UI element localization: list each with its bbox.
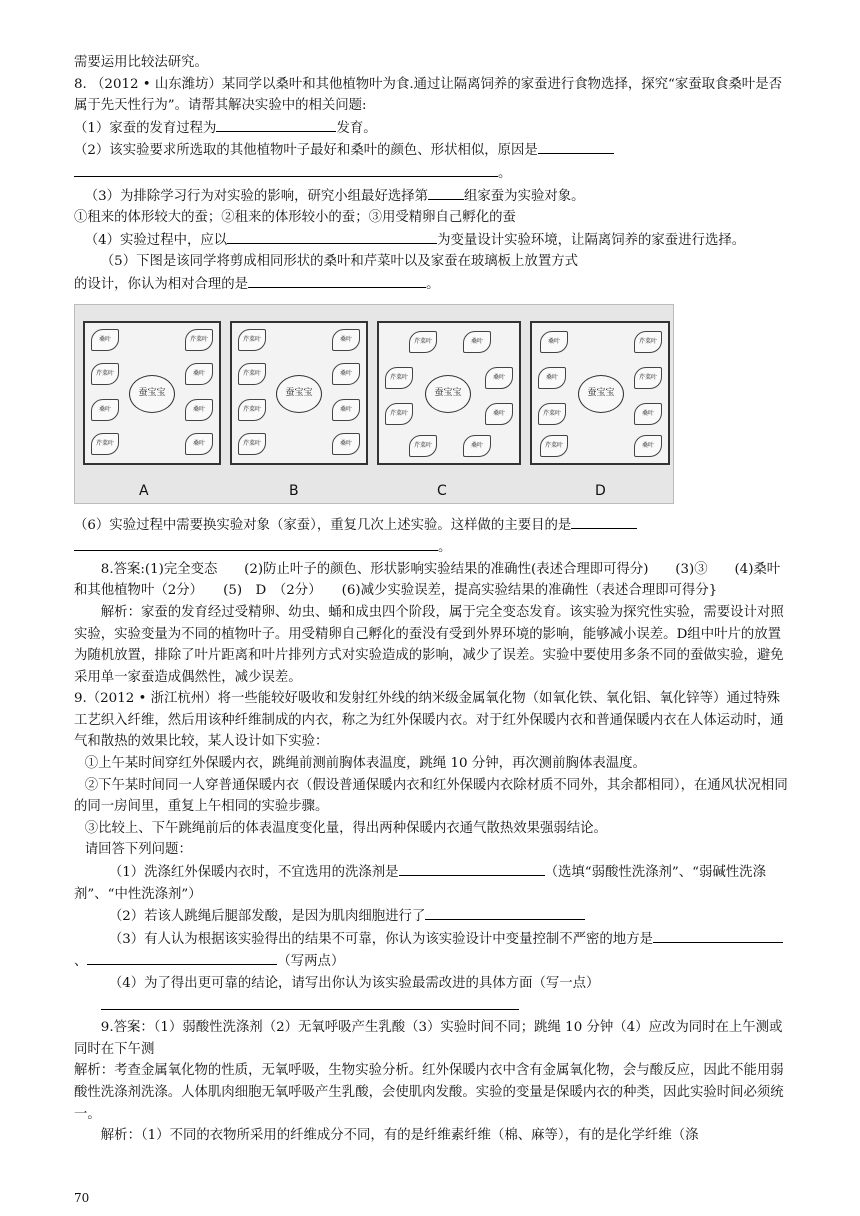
figure-label-d: D [595, 482, 606, 499]
leaf: 桑叶 [185, 363, 213, 385]
leaf: 桑叶 [332, 363, 360, 385]
leaf: 芹菜叶 [91, 363, 119, 385]
answer-blank[interactable] [87, 950, 277, 965]
question-9-3: （3）有人认为根据该实验得出的结果不可靠，你认为该实验设计中变量控制不严密的地方是、 （写两点） [74, 928, 789, 973]
design-d-box [530, 321, 670, 465]
leaf: 芹菜叶 [540, 435, 568, 457]
answer-blank[interactable] [425, 905, 585, 920]
leaf: 桑叶 [463, 331, 491, 353]
silkworm-label: 蚕宝宝 [129, 375, 175, 413]
leaf: 芹菜叶 [634, 331, 662, 353]
answer-blank[interactable] [571, 514, 637, 529]
leaf: 芹菜叶 [409, 435, 437, 457]
figure-label-b: B [289, 482, 299, 499]
leaf: 桑叶 [634, 403, 662, 425]
leaf: 桑叶 [332, 433, 360, 455]
leaf: 芹菜叶 [409, 331, 437, 353]
question-8-5: （5）下图是该同学将剪成相同形状的桑叶和芹菜叶以及家蚕在玻璃板上放置方式 [100, 254, 578, 270]
leaf: 桑叶 [332, 329, 360, 351]
question-8-2: （2）该实验要求所选取的其他植物叶子最好和桑叶的颜色、形状相似，原因是 [74, 139, 789, 162]
answer-blank[interactable] [74, 536, 438, 551]
answer-blank[interactable] [428, 185, 464, 200]
leaf: 桑叶 [540, 331, 568, 353]
question-9-4: （4）为了得出更可靠的结论，请写出你认为该实验最需改进的具体方面（写一点） [108, 976, 600, 991]
leaf: 芹菜叶 [185, 329, 213, 351]
leaf: 桑叶 [91, 399, 119, 421]
answer-blank[interactable] [216, 117, 336, 132]
leaf: 桑叶 [463, 435, 491, 457]
explanation-8: 解析：家蚕的发育经过受精卵、幼虫、蛹和成虫四个阶段，属于完全变态发育。该实验为探究性实验，需要设计对照实验，实验变量为不同的植物叶子。用受精卵自己孵化的蚕没有受到外界环境的影响，能够减小误差。D组中叶片的放置为随机放置，排除了叶片距离和叶片排列方式对实验造成的影响，减少了误差。实验中要使用多条不同的蚕做实验，避免采用单一家蚕造成偶然性，减少误差。 [74, 604, 784, 685]
leaf: 芹菜叶 [385, 367, 413, 389]
leaf: 芹菜叶 [238, 329, 266, 351]
answer-8: 8.答案:(1)完全变态 (2)防止叶子的颜色、形状影响实验结果的准确性(表述合理即可得分) (3)③ (4)桑叶和其他植物叶（2分） (5) D （2分） (6)减少实验误差，提高实验结果的准确性（表述合理即可得分} [74, 561, 781, 599]
figure-label-a: A [139, 482, 149, 499]
leaf: 芹菜叶 [385, 403, 413, 425]
answer-blank[interactable] [227, 229, 437, 244]
page-number: 70 [74, 1191, 90, 1205]
answer-blank[interactable] [101, 995, 519, 1010]
text-line: 需要运用比较法研究。 [74, 55, 208, 70]
leaf: 芹菜叶 [238, 433, 266, 455]
leaf: 芹菜叶 [538, 403, 566, 425]
leaf: 桑叶 [332, 399, 360, 421]
question-9-2: （2）若该人跳绳后腿部发酸，是因为肌肉细胞进行了 [74, 905, 789, 928]
leaf: 芹菜叶 [91, 433, 119, 455]
question-9-step-3: ③比较上、下午跳绳前后的体表温度变化量，得出两种保暖内衣通气散热效果强弱结论。 [84, 820, 607, 836]
design-c-box [377, 321, 521, 465]
design-a-box [83, 321, 221, 465]
question-8-6: （6）实验过程中需要换实验对象（家蚕），重复几次上述实验。这样做的主要目的是 [74, 514, 789, 537]
silkworm-label: 蚕宝宝 [425, 375, 471, 413]
leaf: 桑叶 [485, 367, 513, 389]
question-9-step-2: ②下午某时间同一人穿普通保暖内衣（假设普通保暖内衣和红外保暖内衣除材质不同外，其余都相同），在通风状况相同的同一房间里，重复上午相同的实验步骤。 [74, 777, 788, 815]
question-9-intro: 9.（2012 • 浙江杭州）将一些能较好吸收和发射红外线的纳米级金属氧化物（如氧化铁、氧化铝、氧化锌等）通过特殊工艺织入纤维，然后用该种纤维制成的内衣，称之为红外保暖内衣。对于红外保暖内衣和普通保暖内衣在人体运动时，通气和散热的效果比较，某人设计如下实验： [74, 691, 784, 750]
question-8-2-cont: 。 [74, 162, 789, 185]
document-page [74, 52, 789, 1147]
answer-blank[interactable] [248, 273, 426, 288]
question-8-4: （4）实验过程中，应以 为变量设计实验环境，让隔离饲养的家蚕进行选择。 [74, 229, 789, 252]
question-8-3-options: ①租来的体形较大的蚕；②租来的体形较小的蚕；③用受精卵自己孵化的蚕 [74, 210, 516, 226]
leaf: 桑叶 [185, 433, 213, 455]
leaf: 芹菜叶 [634, 367, 662, 389]
leaf: 芹菜叶 [238, 363, 266, 385]
leaf: 桑叶 [91, 329, 119, 351]
explanation-9: 解析：考查金属氧化物的性质，无氧呼吸，生物实验分析。红外保暖内衣中含有金属氧化物，会与酸反应，因此不能用弱酸性洗涤剂洗涤。人体肌肉细胞无氧呼吸产生乳酸，会使肌肉发酸。实验的变量是保暖内衣的种类，因此实验时间必须统一。 [74, 1063, 784, 1122]
answer-blank[interactable] [399, 861, 545, 876]
explanation-9-cont: 解析：（1）不同的衣物所采用的纤维成分不同，有的是纤维素纤维（棉、麻等），有的是化学纤维（涤 [100, 1128, 699, 1144]
leaf: 桑叶 [538, 367, 566, 389]
answer-blank[interactable] [653, 928, 783, 943]
answer-blank[interactable] [538, 139, 614, 154]
answer-9: 9.答案：（1）弱酸性洗涤剂（2）无氧呼吸产生乳酸（3）实验时间不同；跳绳 10 分钟（4）应改为同时在上午测或同时在下午测 [74, 1020, 783, 1057]
question-9-ask: 请回答下列问题： [84, 842, 192, 858]
question-8-1: （1）家蚕的发育过程为 发育。 [74, 117, 789, 140]
silkworm-label: 蚕宝宝 [276, 375, 322, 413]
figure-label-c: C [437, 482, 447, 499]
question-9-1: （1）洗涤红外保暖内衣时，不宜选用的洗涤剂是 （选填“弱酸性洗涤剂”、“弱碱性洗涤剂”、“中性洗涤剂”） [74, 861, 789, 905]
question-9-step-1: ①上午某时间穿红外保暖内衣，跳绳前测前胸体表温度，跳绳 10 分钟，再次测前胸体表温度。 [84, 756, 646, 772]
answer-blank[interactable] [74, 162, 498, 177]
leaf-arrangement-figure [74, 304, 674, 504]
question-8-3: （3）为排除学习行为对实验的影响，研究小组最好选择第 组家蚕为实验对象。 [74, 185, 789, 208]
question-8-6-cont: 。 [74, 536, 789, 559]
leaf: 桑叶 [185, 399, 213, 421]
leaf: 桑叶 [485, 403, 513, 425]
question-8-intro: 8. （2012 • 山东潍坊）某同学以桑叶和其他植物叶为食.通过让隔离饲养的家蚕进行食物选择，探究“家蚕取食桑叶是否属于先天性行为”。请帮其解决实验中的相关问题: [74, 76, 782, 114]
design-b-box [230, 321, 368, 465]
leaf: 桑叶 [634, 435, 662, 457]
silkworm-label: 蚕宝宝 [578, 375, 624, 413]
leaf: 芹菜叶 [238, 399, 266, 421]
question-9-4-line [74, 995, 789, 1018]
question-8-5-cont: 的设计，你认为相对合理的是 。 [74, 273, 789, 296]
